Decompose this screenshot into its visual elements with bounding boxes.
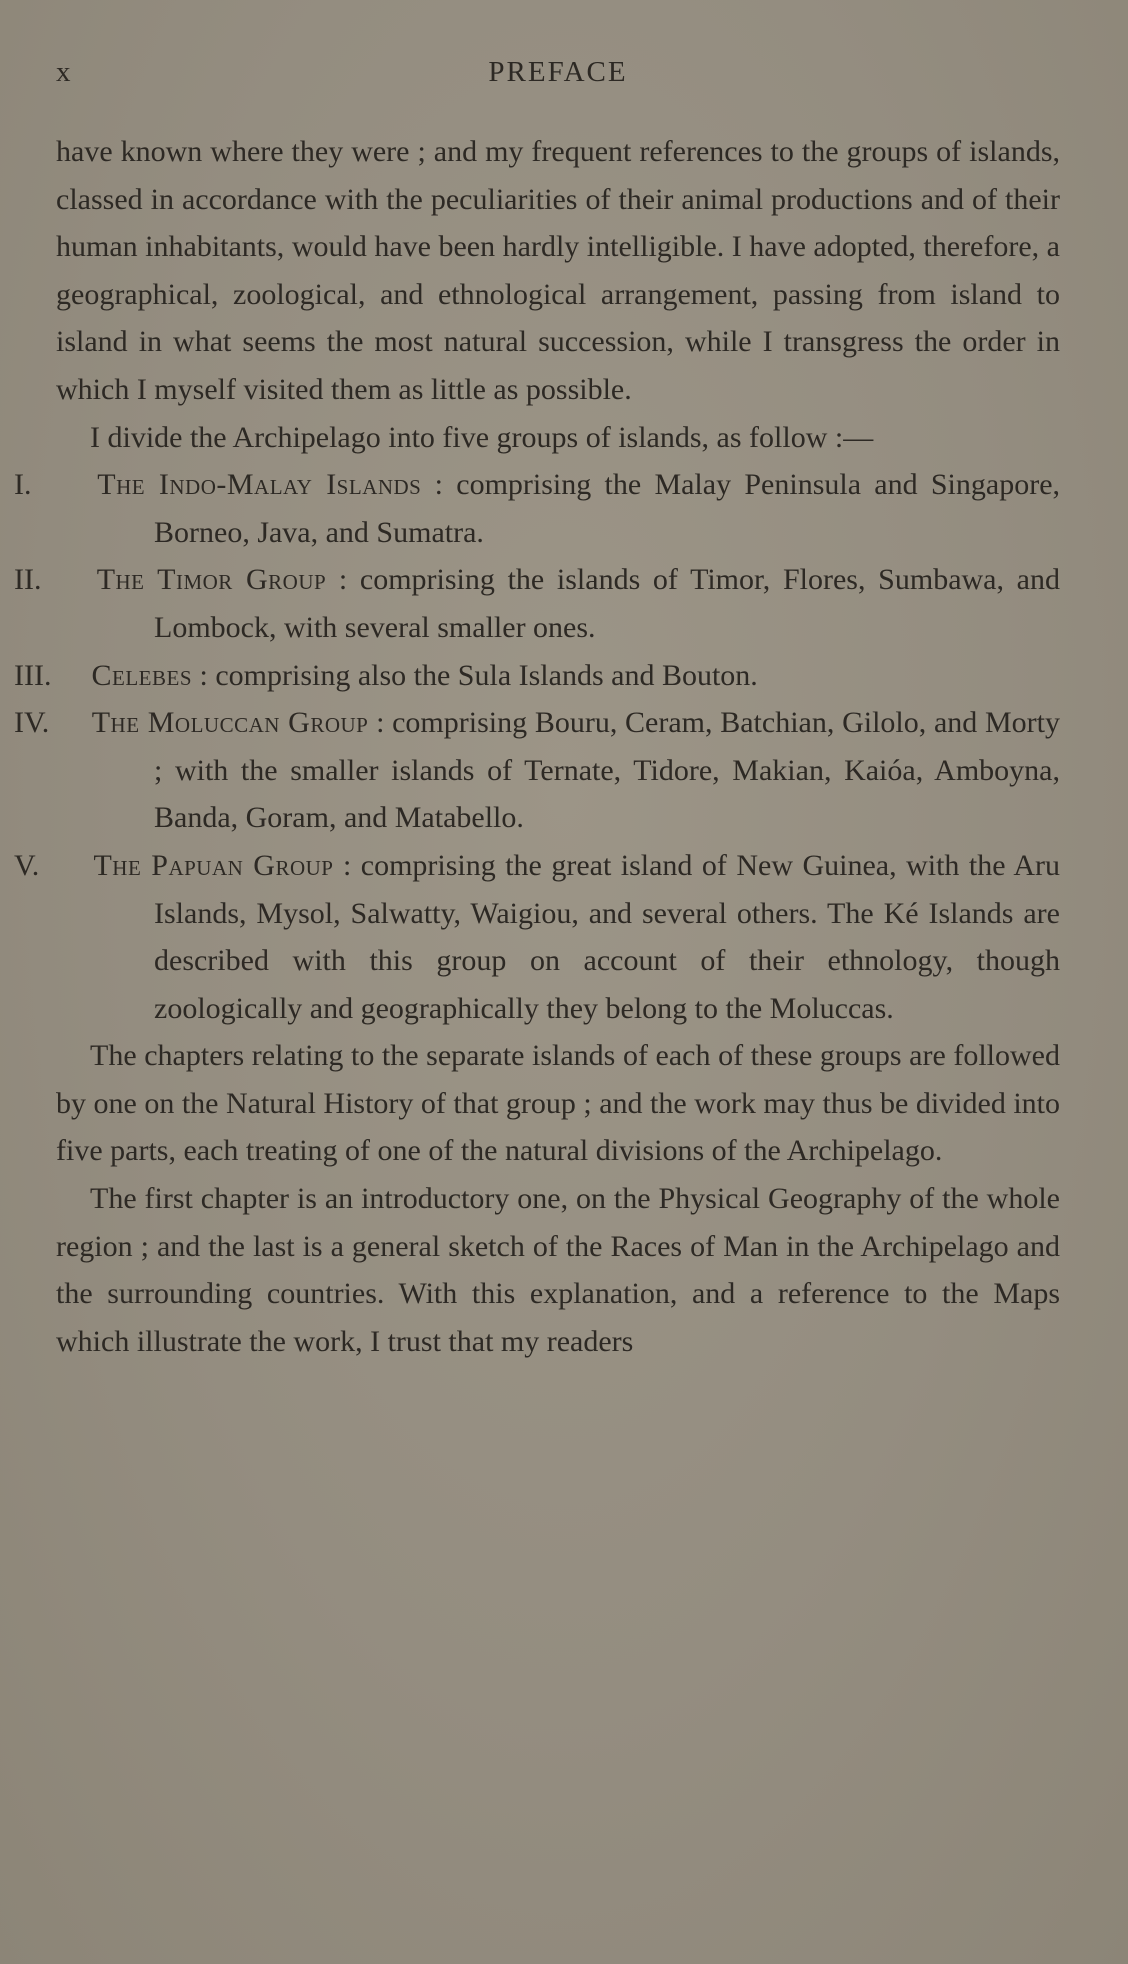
group-description: : comprising the islands of Timor, Flores, Sumbawa, and Lombock, with several smaller ones. <box>154 563 1060 644</box>
group-item-moluccan: IV. The Moluccan Group : comprising Bouru, Ceram, Batchian, Gilolo, and Morty ; with the smaller islands of Ternate, Tidore, Makian, Kaióa, Amboyna, Banda, Goram, and Matabello. <box>14 706 1060 835</box>
group-name: The Timor Group <box>96 563 327 597</box>
group-item-papuan: V. The Papuan Group : comprising the great island of New Guinea, with the Aru Islands, Mysol, Salwatty, Waigiou, and several others. The Ké Islands are described with this group on account of their ethnology, though zoologically and geographically they belong to the Moluccas. <box>14 848 1061 1025</box>
group-name: The Indo-Malay Islands <box>97 468 422 502</box>
running-title: PREFACE <box>488 56 628 88</box>
group-description: : comprising the Malay Peninsula and Singapore, Borneo, Java, and Sumatra. <box>154 468 1061 549</box>
paragraph-chapters: The chapters relating to the separate islands of each of these groups are followed by one on the Natural History of that group ; and the work may thus be divided into five parts, each treating of one of the natural divisions of the Archipelago. <box>56 1039 1060 1168</box>
group-description: : comprising the great island of New Guinea, with the Aru Islands, Mysol, Salwatty, Waigiou, and several others. The Ké Islands are described with this group on account of their ethnology, though zoologically and geographically they belong to the Moluccas. <box>154 848 1061 1025</box>
group-name: The Moluccan Group <box>91 706 369 740</box>
group-item-celebes: III. Celebes : comprising also the Sula Islands and Bouton. <box>14 658 758 692</box>
page-number: x <box>56 56 72 88</box>
group-item-indo-malay: I. The Indo-Malay Islands : comprising the Malay Peninsula and Singapore, Borneo, Java, and Sumatra. <box>14 468 1061 549</box>
paragraph-arrangement: have known where they were ; and my frequent references to the groups of islands, classed in accordance with the peculiarities of their animal productions and of their human inhabitants, would have been hardly intelligible. I have adopted, therefore, a geographical, zoological, and ethnological arrangement, passing from island to island in what seems the most natural succession, while I transgress the order in which I myself visited them as little as possible. <box>56 135 1060 406</box>
group-name: The Papuan Group <box>93 848 334 882</box>
group-description: : comprising Bouru, Ceram, Batchian, Gilolo, and Morty ; with the smaller islands of Ternate, Tidore, Makian, Kaióa, Amboyna, Banda, Goram, and Matabello. <box>154 706 1060 835</box>
group-name: Celebes <box>91 658 193 692</box>
page-body <box>14 128 1061 1365</box>
group-description: : comprising also the Sula Islands and Bouton. <box>199 658 758 692</box>
paragraph-first-chapter: The first chapter is an introductory one, on the Physical Geography of the whole region ; and the last is a general sketch of the Races of Man in the Archipelago and the surrounding countries. With this explanation, and a reference to the Maps which illustrate the work, I trust that my readers <box>56 1182 1060 1358</box>
paragraph-divide: I divide the Archipelago into five groups of islands, as follow :— <box>90 420 874 454</box>
group-item-timor: II. The Timor Group : comprising the islands of Timor, Flores, Sumbawa, and Lombock, with several smaller ones. <box>14 563 1060 644</box>
page-header <box>56 56 1060 96</box>
